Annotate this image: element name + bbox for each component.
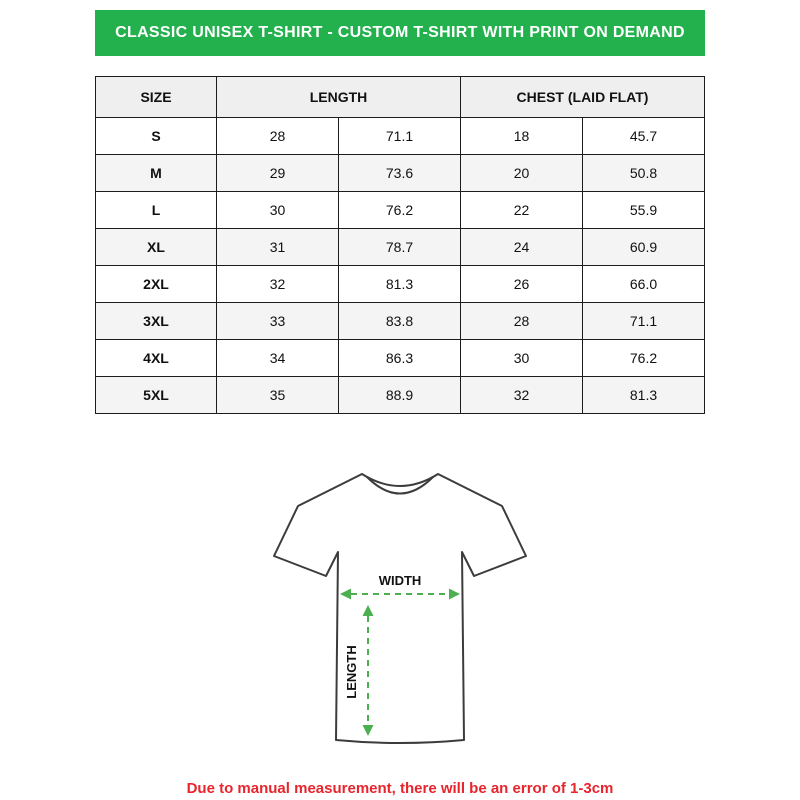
chest-in-cell: 18 bbox=[461, 118, 583, 155]
tshirt-diagram bbox=[250, 444, 550, 764]
chest-cm-cell: 76.2 bbox=[583, 340, 705, 377]
chest-in-cell: 28 bbox=[461, 303, 583, 340]
length-in-cell: 34 bbox=[217, 340, 339, 377]
chest-in-cell: 22 bbox=[461, 192, 583, 229]
chest-cm-cell: 45.7 bbox=[583, 118, 705, 155]
size-cell: 3XL bbox=[96, 303, 217, 340]
chest-cm-cell: 71.1 bbox=[583, 303, 705, 340]
banner-title: CLASSIC UNISEX T-SHIRT - CUSTOM T-SHIRT WITH PRINT ON DEMAND bbox=[115, 24, 685, 41]
chest-in-cell: 24 bbox=[461, 229, 583, 266]
chest-in-cell: 32 bbox=[461, 377, 583, 414]
table-row bbox=[96, 340, 705, 377]
length-in-cell: 29 bbox=[217, 155, 339, 192]
table-row bbox=[96, 229, 705, 266]
header-length: LENGTH bbox=[217, 77, 461, 118]
size-cell: XL bbox=[96, 229, 217, 266]
table-header-row bbox=[96, 77, 705, 118]
table-row bbox=[96, 377, 705, 414]
table-row bbox=[96, 155, 705, 192]
table-row bbox=[96, 266, 705, 303]
size-cell: L bbox=[96, 192, 217, 229]
header-chest: CHEST (LAID FLAT) bbox=[461, 77, 705, 118]
length-in-cell: 30 bbox=[217, 192, 339, 229]
length-cm-cell: 78.7 bbox=[339, 229, 461, 266]
banner bbox=[95, 10, 705, 56]
chest-cm-cell: 50.8 bbox=[583, 155, 705, 192]
table-row bbox=[96, 192, 705, 229]
size-cell: M bbox=[96, 155, 217, 192]
tshirt-body bbox=[274, 474, 526, 743]
size-cell: 5XL bbox=[96, 377, 217, 414]
measurement-note: Due to manual measurement, there will be an error of 1-3cm bbox=[186, 780, 614, 797]
length-cm-cell: 86.3 bbox=[339, 340, 461, 377]
length-cm-cell: 71.1 bbox=[339, 118, 461, 155]
chest-cm-cell: 81.3 bbox=[583, 377, 705, 414]
table-row bbox=[96, 118, 705, 155]
length-label: LENGTH bbox=[344, 645, 359, 699]
length-cm-cell: 76.2 bbox=[339, 192, 461, 229]
length-in-cell: 28 bbox=[217, 118, 339, 155]
size-chart-table bbox=[95, 76, 705, 414]
chest-in-cell: 30 bbox=[461, 340, 583, 377]
length-in-cell: 31 bbox=[217, 229, 339, 266]
length-in-cell: 32 bbox=[217, 266, 339, 303]
length-cm-cell: 83.8 bbox=[339, 303, 461, 340]
chest-in-cell: 20 bbox=[461, 155, 583, 192]
header-size: SIZE bbox=[96, 77, 217, 118]
length-cm-cell: 88.9 bbox=[339, 377, 461, 414]
table-row bbox=[96, 303, 705, 340]
length-in-cell: 35 bbox=[217, 377, 339, 414]
length-cm-cell: 81.3 bbox=[339, 266, 461, 303]
chest-cm-cell: 55.9 bbox=[583, 192, 705, 229]
size-cell: 2XL bbox=[96, 266, 217, 303]
chest-in-cell: 26 bbox=[461, 266, 583, 303]
chest-cm-cell: 60.9 bbox=[583, 229, 705, 266]
size-cell: S bbox=[96, 118, 217, 155]
length-in-cell: 33 bbox=[217, 303, 339, 340]
size-cell: 4XL bbox=[96, 340, 217, 377]
tshirt-outline-icon bbox=[250, 444, 550, 764]
chest-cm-cell: 66.0 bbox=[583, 266, 705, 303]
length-cm-cell: 73.6 bbox=[339, 155, 461, 192]
width-label: WIDTH bbox=[378, 573, 422, 588]
